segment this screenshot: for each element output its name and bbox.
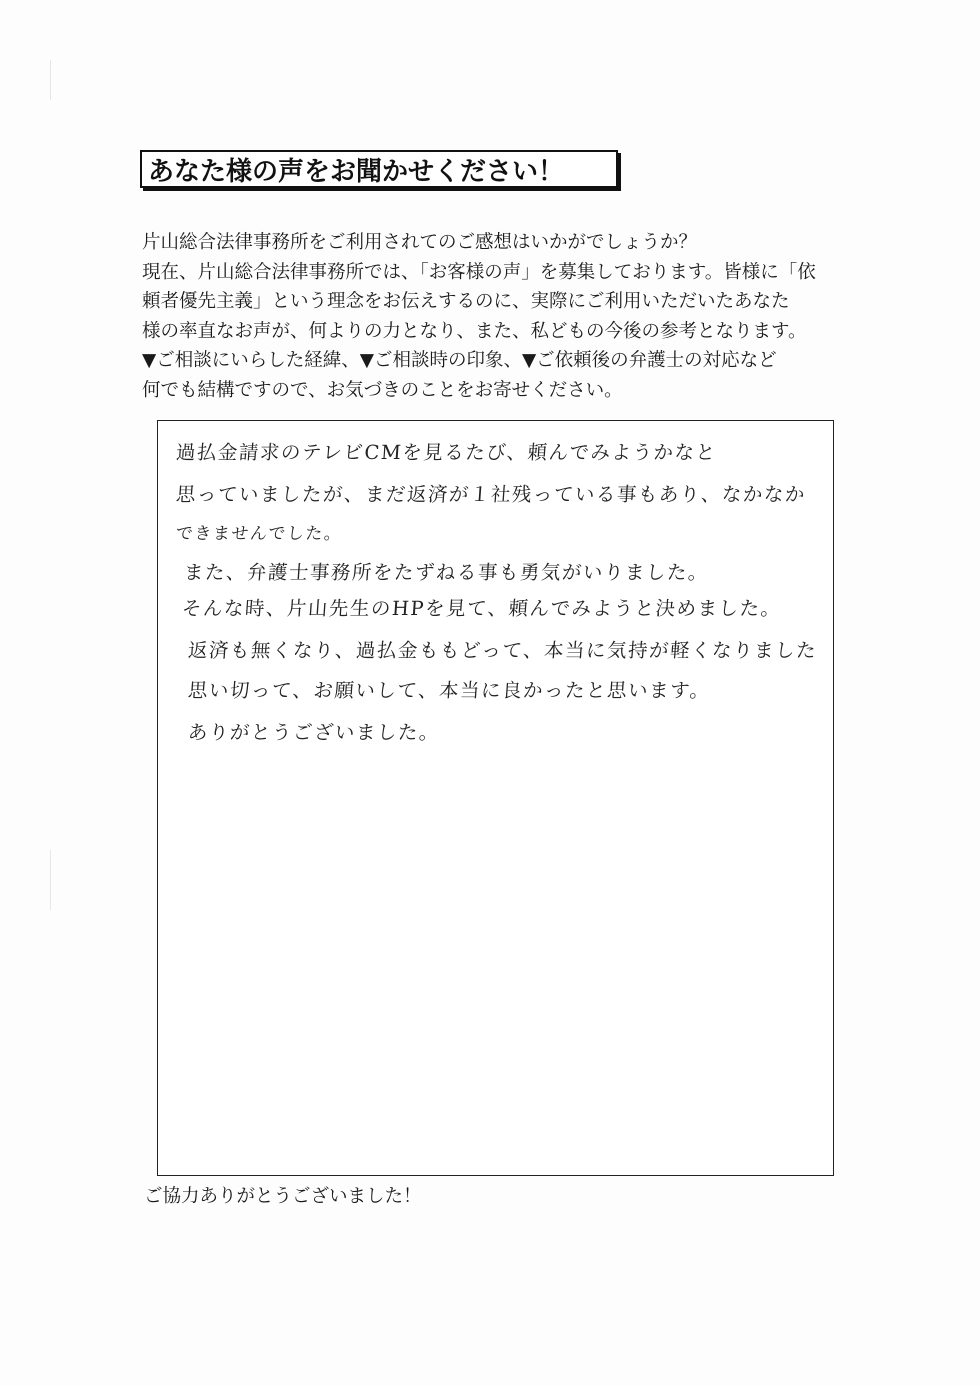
page-title: あなた様の声をお聞かせください！	[148, 156, 565, 187]
handwritten-answer-box	[157, 420, 834, 1176]
intro-line: 片山総合法律事務所をご利用されてのご感想はいかがでしょうか？	[142, 232, 698, 253]
intro-line: ▼ご相談にいらした経緯、▼ご相談時の印象、▼ご依頼後の弁護士の対応など	[142, 350, 777, 371]
handwritten-line: そんな時、片山先生のHPを見て、頼んでみようと決めました。	[181, 597, 783, 620]
handwritten-line: 返済も無くなり、過払金ももどって、本当に気持が軽くなりました	[187, 639, 818, 662]
intro-line: 様の率直なお声が、何よりの力となり、また、私どもの今後の参考となります。	[142, 320, 807, 342]
scan-artifact	[50, 850, 51, 910]
title-box	[140, 150, 618, 188]
handwritten-line: ありがとうございました。	[187, 721, 441, 744]
handwritten-line: また、弁護士事務所をたずねる事も勇気がいりました。	[183, 561, 710, 584]
intro-line: 何でも結構ですので、お気づきのことをお寄せください。	[142, 379, 623, 401]
intro-line: 現在、片山総合法律事務所では、「お客様の声」を募集しております。皆様に「依	[142, 261, 816, 283]
intro-line: 頼者優先主義」という理念をお伝えするのに、実際にご利用いただいたあなた	[142, 291, 790, 312]
intro-paragraph	[142, 228, 852, 405]
handwritten-line: 思っていましたが、まだ返済が１社残っている事もあり、なかなか	[175, 483, 807, 506]
handwritten-line: できませんでした。	[175, 524, 344, 544]
closing-thanks: ご協力ありがとうございました！	[144, 1186, 422, 1207]
handwritten-line: 思い切って、お願いして、本当に良かったと思います。	[187, 679, 712, 702]
handwritten-line: 過払金請求のテレビCMを見るたび、頼んでみようかなと	[175, 441, 718, 464]
scan-artifact	[50, 60, 51, 100]
